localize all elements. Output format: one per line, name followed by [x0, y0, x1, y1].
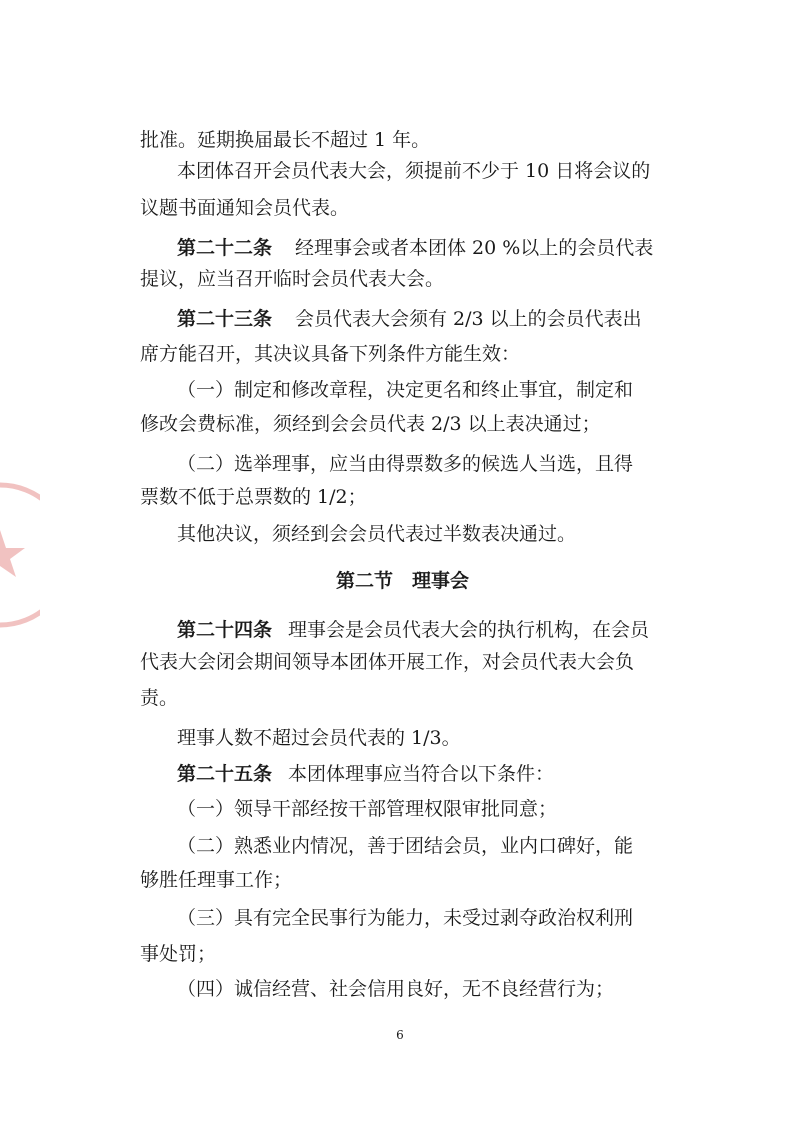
text: （一）领导干部经按干部管理权限审批同意； [177, 798, 558, 820]
article-23-line [0, 305, 800, 333]
text: （一）制定和修改章程，决定更名和终止事宜，制定和 [177, 379, 634, 401]
section-heading: 第二节 理事会 [336, 570, 470, 592]
text: 提议，应当召开临时会员代表大会。 [140, 268, 445, 290]
text: 本团体理事应当符合以下条件： [288, 763, 555, 785]
list-item-line [0, 832, 800, 860]
text: 会员代表大会须有 2/3 以上的会员代表出 [295, 308, 642, 330]
text: 议题书面通知会员代表。 [140, 197, 350, 219]
article-title: 第二十五条 [177, 763, 273, 785]
article-title: 第二十二条 [177, 237, 273, 259]
list-item-line [0, 795, 800, 823]
text: 票数不低于总票数的 1/2； [140, 486, 367, 508]
text: 其他决议，须经到会会员代表过半数表决通过。 [177, 523, 577, 545]
article-22-line [0, 234, 800, 262]
paragraph-line [0, 157, 800, 185]
article-title: 第二十四条 [177, 619, 273, 641]
paragraph-line [0, 684, 800, 712]
text: 代表大会闭会期间领导本团体开展工作，对会员代表大会负 [140, 651, 635, 673]
list-item-line [0, 904, 800, 932]
article-title: 第二十三条 [177, 308, 273, 330]
text: 责。 [140, 687, 179, 709]
text: （三）具有完全民事行为能力，未受过剥夺政治权利刑 [177, 907, 634, 929]
text: 理事会是会员代表大会的执行机构，在会员 [288, 619, 650, 641]
text: 够胜任理事工作； [140, 869, 293, 891]
paragraph-line [0, 265, 800, 293]
text: （二）熟悉业内情况，善于团结会员，业内口碑好，能 [177, 835, 634, 857]
text: 本团体召开会员代表大会，须提前不少于 10 日将会议的 [177, 160, 651, 182]
paragraph-line [0, 194, 800, 222]
text: 事处罚； [140, 943, 217, 965]
paragraph-line [0, 520, 800, 548]
section-heading-line [0, 567, 800, 595]
article-25-line [0, 760, 800, 788]
paragraph-line [0, 126, 800, 154]
paragraph-line [0, 483, 800, 511]
text: 理事人数不超过会员代表的 1/3。 [177, 727, 461, 749]
paragraph-line [0, 410, 800, 438]
text: 修改会费标准，须经到会会员代表 2/3 以上表决通过； [140, 413, 601, 435]
paragraph-line [0, 648, 800, 676]
list-item-line [0, 975, 800, 1003]
page-number: 6 [396, 1028, 404, 1042]
article-24-line [0, 616, 800, 644]
paragraph-line [0, 940, 800, 968]
list-item-line [0, 450, 800, 478]
paragraph-line [0, 724, 800, 752]
text: 经理事会或者本团体 20 %以上的会员代表 [295, 237, 654, 259]
text: 席方能召开，其决议具备下列条件方能生效： [140, 343, 521, 365]
paragraph-line [0, 340, 800, 368]
text: 批准。延期换届最长不超过 1 年。 [140, 129, 431, 151]
text: （二）选举理事，应当由得票数多的候选人当选，且得 [177, 453, 634, 475]
text: （四）诚信经营、社会信用良好，无不良经营行为； [177, 978, 615, 1000]
list-item-line [0, 376, 800, 404]
paragraph-line [0, 866, 800, 894]
